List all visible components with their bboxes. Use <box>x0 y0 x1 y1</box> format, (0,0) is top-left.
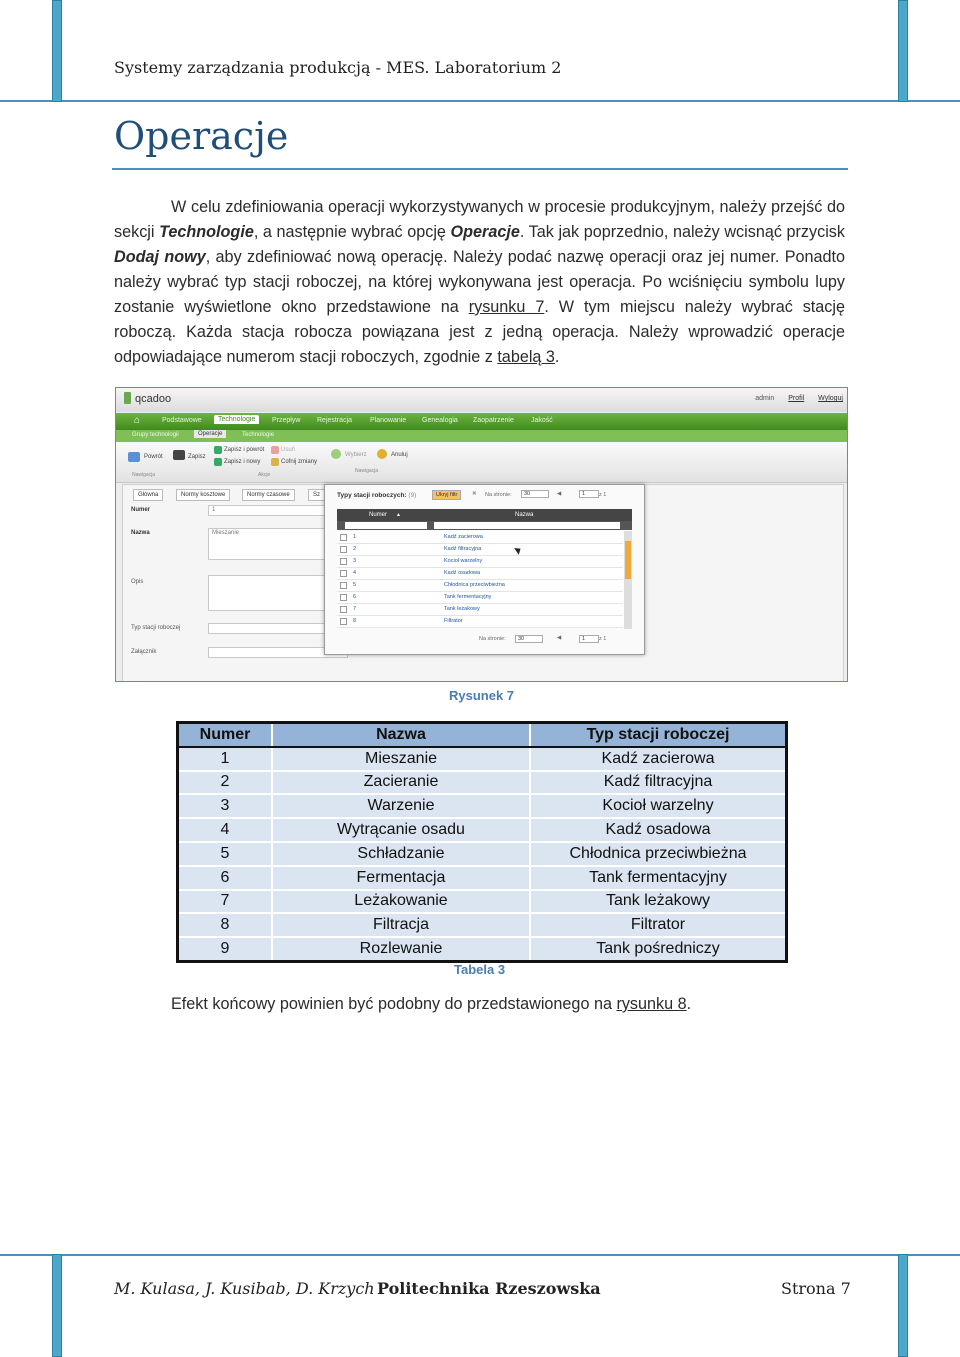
figure8-link[interactable]: rysunku 8 <box>616 995 687 1013</box>
attachment-label: Załącznik <box>131 649 157 655</box>
filter-row <box>337 521 632 530</box>
save-icon[interactable] <box>173 450 185 460</box>
per-page-label: Na stronie: <box>485 492 512 498</box>
row-checkbox[interactable] <box>340 546 347 553</box>
menu-podstawowe[interactable]: Podstawowe <box>162 417 202 424</box>
ribbon-group-nav: Nawigacja <box>132 472 156 478</box>
undo-button[interactable]: Cofnij zmiany <box>281 459 318 465</box>
intro-paragraph: W celu zdefiniowania operacji wykorzystywanych w procesie produkcyjnym, należy przejść do sekcji Technologie, a następnie wybrać opcję Operacje. Tak jak poprzednio, należy wcisnąć przycisk Dodaj nowy, aby zdefiniować nową operację. Należy podać nazwę operacji oraz jej numer. Ponadto należy wybrać typ stacji roboczej, na której wykonywana jest operacja. Po wciśnięciu symbolu lupy zostanie wyświetlone okno przedstawione na rysunku 7. W tym miejscu należy wybrać stację roboczą. Każda stacja robocza powiązana jest z jedną operacja. Należy wprowadzić operacje odpowiadające numerom stacji roboczych, zgodnie z tabelą 3. <box>114 198 846 366</box>
footer-page-input[interactable]: 1 <box>579 635 599 643</box>
row-number[interactable]: 8 <box>353 618 357 624</box>
menu-genealogia[interactable]: Genealogia <box>422 417 458 424</box>
cell-name: Warzenie <box>272 794 530 818</box>
cell-number: 3 <box>178 794 273 818</box>
cell-station: Filtrator <box>530 913 787 937</box>
submenu-operacje[interactable]: Operacje <box>194 430 226 438</box>
cell-station: Chłodnica przeciwbieżna <box>530 842 787 866</box>
tab-normy-kosztowe[interactable]: Normy kosztowe <box>176 489 230 501</box>
save-and-new-button[interactable]: Zapisz i nowy <box>224 459 261 465</box>
save-new-icon[interactable] <box>214 458 222 466</box>
operations-table <box>176 721 788 963</box>
cell-name: Filtracja <box>272 913 530 937</box>
footer-rule <box>0 1254 960 1256</box>
tab-glowna[interactable]: Główna <box>133 489 163 501</box>
name-filter-input[interactable] <box>434 522 620 529</box>
header-rule <box>0 100 960 102</box>
cell-number: 2 <box>178 771 273 795</box>
cell-station: Kocioł warzelny <box>530 794 787 818</box>
frame-bar-bottom-right <box>898 1254 908 1357</box>
table-row <box>178 818 787 842</box>
lookup-grid-rows <box>337 531 632 629</box>
app-logo: qcadoo <box>124 392 171 405</box>
table-row <box>178 890 787 914</box>
cell-number: 7 <box>178 890 273 914</box>
cell-name: Mieszanie <box>272 747 530 771</box>
col-number-header[interactable]: Numer <box>369 512 388 518</box>
table-header-row <box>178 723 787 747</box>
page-of-label: z 1 <box>599 492 607 498</box>
row-name[interactable]: Kadź filtracyjna <box>444 546 482 552</box>
delete-button[interactable]: Usuń <box>281 447 296 453</box>
per-page-select[interactable]: 30 <box>521 490 549 498</box>
cell-name: Leżakowanie <box>272 890 530 914</box>
lookup-pager <box>337 633 632 647</box>
row-name[interactable]: Tank leżakowy <box>444 606 480 612</box>
grid-header <box>337 509 632 521</box>
cell-number: 5 <box>178 842 273 866</box>
menu-technologie[interactable]: Technologie <box>214 415 259 424</box>
grid-scrollbar[interactable] <box>624 531 632 629</box>
cancel-button[interactable]: Anuluj <box>391 452 408 458</box>
tab-normy-czasowe[interactable]: Normy czasowe <box>242 489 295 501</box>
app-submenu <box>116 430 847 442</box>
save-button[interactable]: Zapisz <box>188 454 206 460</box>
row-number[interactable]: 1 <box>353 534 357 540</box>
title-underline <box>112 168 848 170</box>
cell-name: Fermentacja <box>272 866 530 890</box>
row-number[interactable]: 5 <box>353 582 357 588</box>
row-checkbox[interactable] <box>340 582 347 589</box>
cell-number: 6 <box>178 866 273 890</box>
row-checkbox[interactable] <box>340 606 347 613</box>
table-row <box>178 747 787 771</box>
table-row <box>178 771 787 795</box>
closing-sentence: Efekt końcowy powinien być podobny do przedstawionego na rysunku 8. <box>171 995 692 1013</box>
select-check-icon[interactable] <box>331 449 341 459</box>
row-number[interactable]: 6 <box>353 594 357 600</box>
table-caption: Tabela 3 <box>454 962 506 977</box>
col-header-station: Typ stacji roboczej <box>530 723 787 747</box>
scroll-thumb[interactable] <box>625 541 631 579</box>
table-row <box>178 794 787 818</box>
delete-icon[interactable] <box>271 446 279 454</box>
menu-zaopatrzenie[interactable]: Zaopatrzenie <box>473 417 514 424</box>
footer-page-number: Strona 7 <box>781 1279 851 1298</box>
cell-station: Kadź zacierowa <box>530 747 787 771</box>
number-filter-input[interactable] <box>345 522 427 529</box>
cancel-icon[interactable] <box>377 449 387 459</box>
logout-link[interactable]: Wyloguj <box>818 395 843 402</box>
back-button[interactable]: Powrót <box>144 454 163 460</box>
col-header-name: Nazwa <box>272 723 530 747</box>
app-top-links <box>743 395 843 402</box>
running-header: Systemy zarządzania produkcją - MES. Laboratorium 2 <box>114 58 562 77</box>
tab-more[interactable]: Sz <box>308 489 325 501</box>
profile-link[interactable]: Profil <box>788 395 805 402</box>
sort-asc-icon[interactable]: ▲ <box>396 512 401 518</box>
footer-university: Politechnika Rzeszowska <box>377 1279 601 1298</box>
cell-name: Rozlewanie <box>272 937 530 961</box>
ribbon-group-actions: Akcje <box>258 472 271 478</box>
number-input[interactable]: 1 <box>208 505 348 516</box>
row-number[interactable]: 2 <box>353 546 357 552</box>
cell-number: 4 <box>178 818 273 842</box>
cell-station: Tank leżakowy <box>530 890 787 914</box>
home-icon[interactable]: ⌂ <box>134 415 141 426</box>
table-row <box>178 866 787 890</box>
menu-rejestracja[interactable]: Rejestracja <box>317 417 353 424</box>
cell-station: Kadź osadowa <box>530 818 787 842</box>
first-page-icon[interactable]: ◀ <box>557 491 562 497</box>
row-name[interactable]: Kadź zacierowa <box>444 534 483 540</box>
workstation-lookup-dialog <box>324 484 645 655</box>
menu-planowanie[interactable]: Planowanie <box>370 417 407 424</box>
menu-przeplyw[interactable]: Przepływ <box>272 417 301 424</box>
hide-filter-button[interactable]: Ukryj filtr <box>432 490 461 500</box>
page-input[interactable]: 1 <box>579 490 599 498</box>
footer-first-page-icon[interactable]: ◀ <box>557 635 562 641</box>
figure-caption: Rysunek 7 <box>449 688 515 703</box>
table-row <box>178 913 787 937</box>
back-arrow-icon[interactable] <box>128 452 140 462</box>
submenu-grupy[interactable]: Grupy technologii <box>132 432 179 438</box>
footer-authors: M. Kulasa, J. Kusibab, D. Krzych <box>114 1279 375 1298</box>
row-name[interactable]: Kocioł warzelny <box>444 558 483 564</box>
row-checkbox[interactable] <box>340 570 347 577</box>
footer-per-page-label: Na stronie: <box>479 636 506 642</box>
frame-bar-top-left <box>52 0 62 102</box>
row-number[interactable]: 3 <box>353 558 357 564</box>
undo-icon[interactable] <box>271 458 279 466</box>
section-title: Operacje <box>114 114 289 158</box>
cell-station: Tank fermentacyjny <box>530 866 787 890</box>
col-name-header[interactable]: Nazwa <box>515 512 534 518</box>
description-label: Opis <box>131 579 144 585</box>
table-row <box>178 937 787 961</box>
footer-page-of-label: z 1 <box>599 636 607 642</box>
cell-station: Kadź filtracyjna <box>530 771 787 795</box>
cell-name: Wytrącanie osadu <box>272 818 530 842</box>
col-header-number: Numer <box>178 723 273 747</box>
name-input[interactable]: Mieszanie <box>208 528 348 560</box>
app-topbar <box>116 388 847 412</box>
station-type-label: Typ stacji roboczej <box>131 625 181 631</box>
save-and-back-button[interactable]: Zapisz i powrót <box>224 447 265 453</box>
app-screenshot <box>115 387 848 682</box>
cell-number: 9 <box>178 937 273 961</box>
select-button[interactable]: Wybierz <box>345 452 367 458</box>
frame-bar-top-right <box>898 0 908 102</box>
table-row <box>178 842 787 866</box>
lookup-row[interactable] <box>337 615 623 628</box>
number-label: Numer <box>131 507 151 513</box>
row-name[interactable]: Chłodnica przeciwbieżna <box>444 582 505 588</box>
row-number[interactable]: 7 <box>353 606 357 612</box>
menu-jakosc[interactable]: Jakość <box>531 417 553 424</box>
row-name[interactable]: Filtrator <box>444 618 463 624</box>
clear-filter-icon[interactable]: ✖ <box>472 491 477 497</box>
row-checkbox[interactable] <box>340 558 347 565</box>
cell-number: 1 <box>178 747 273 771</box>
row-checkbox[interactable] <box>340 618 347 625</box>
submenu-technologie[interactable]: Technologie <box>242 432 275 438</box>
user-name: admin <box>755 395 775 402</box>
cell-station: Tank pośredniczy <box>530 937 787 961</box>
cell-number: 8 <box>178 913 273 937</box>
frame-bar-bottom-left <box>52 1254 62 1357</box>
cell-name: Schładzanie <box>272 842 530 866</box>
figure-link[interactable]: rysunku 7 <box>468 298 545 316</box>
lookup-ribbon-group: Nawigacja <box>355 468 379 474</box>
save-back-icon[interactable] <box>214 446 222 454</box>
row-name[interactable]: Tank fermentacyjny <box>444 594 492 600</box>
name-label: Nazwa <box>131 530 150 536</box>
lookup-title: Typy stacji roboczych: (9) <box>337 492 417 499</box>
table-link[interactable]: tabelą 3 <box>497 348 555 366</box>
row-number[interactable]: 4 <box>353 570 357 576</box>
footer-per-page-select[interactable]: 30 <box>515 635 543 643</box>
row-checkbox[interactable] <box>340 594 347 601</box>
row-checkbox[interactable] <box>340 534 347 541</box>
row-name[interactable]: Kadź osadowa <box>444 570 481 576</box>
app-ribbon <box>116 442 847 483</box>
cell-name: Zacieranie <box>272 771 530 795</box>
app-main-menu <box>116 413 847 430</box>
